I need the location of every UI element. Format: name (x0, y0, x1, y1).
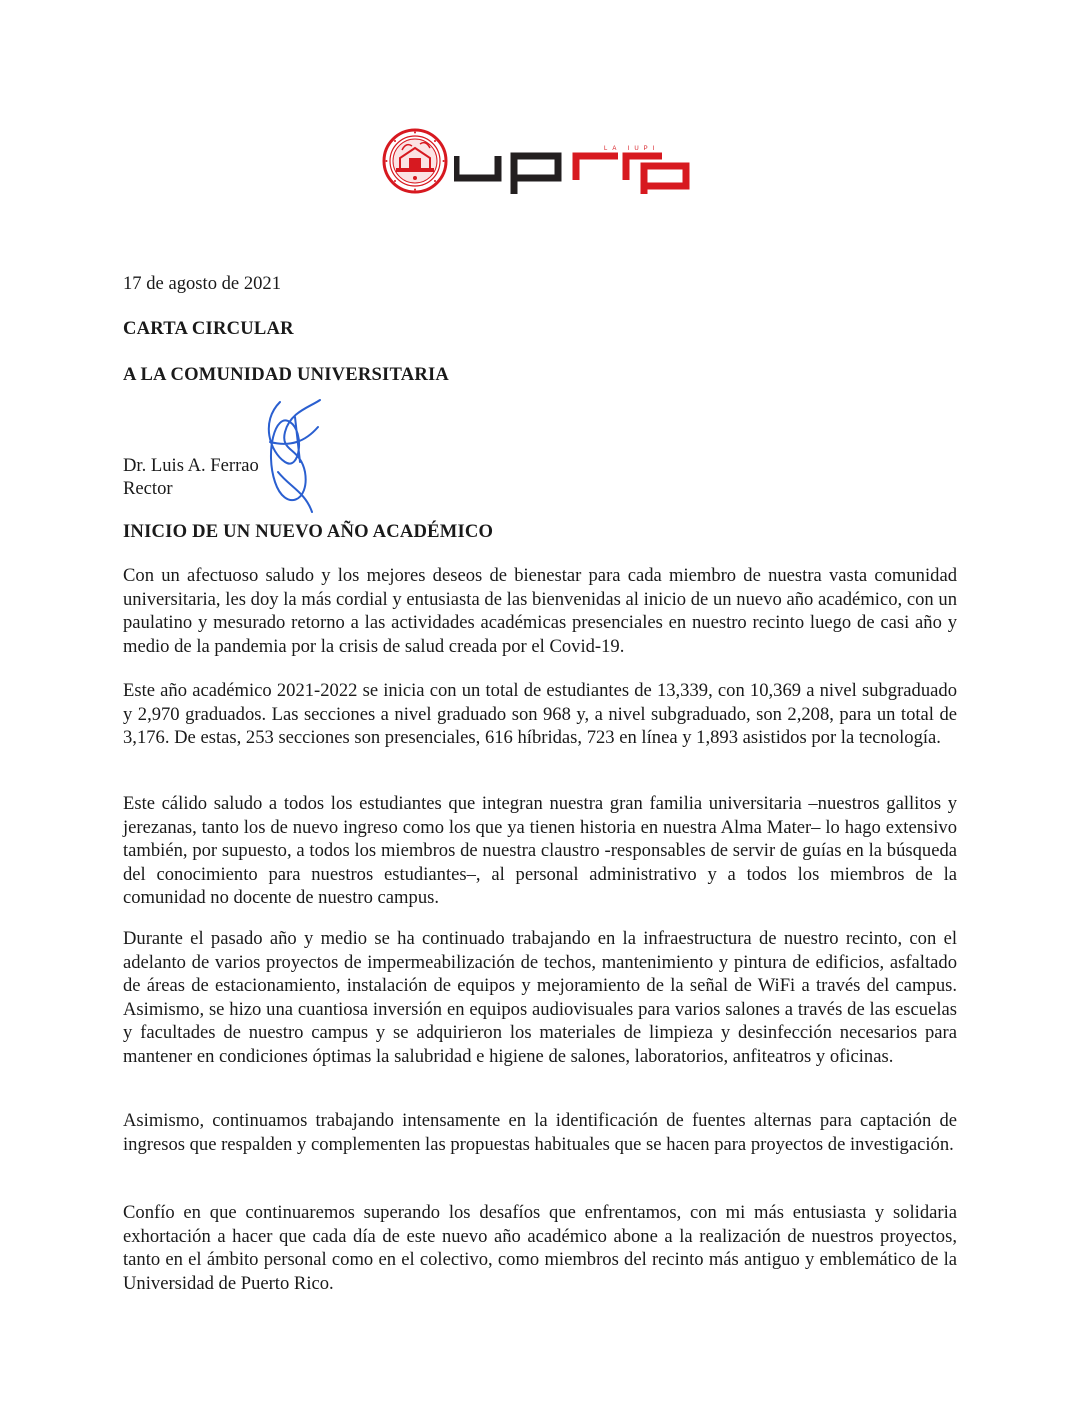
sender-name: Dr. Luis A. Ferrao (123, 455, 259, 476)
body-paragraph: Asimismo, continuamos trabajando intensamente en la identificación de fuentes alternas para captación de ingresos que respalden y complementen las propuestas habituales que se hacen para proyectos de investigación. (123, 1110, 957, 1155)
uprrp-logo (454, 144, 690, 196)
letterhead (382, 128, 702, 198)
letter-type: CARTA CIRCULAR (123, 318, 294, 339)
body-paragraph: Con un afectuoso saludo y los mejores deseos de bienestar para cada miembro de nuestra vasta comunidad universitaria, les doy la más cordial y entusiasta de las bienvenidas al inicio de un nuevo año académico, con un paulatino y mesurado retorno a las actividades académicas presenciales en nuestro recinto luego de casi año y medio de la pandemia por la crisis de salud creada por el Covid-19. (123, 565, 957, 657)
body-paragraph: Durante el pasado año y medio se ha continuado trabajando en la infraestructura de nuestro recinto, con el adelanto de varios proyectos de impermeabilización de techos, mantenimiento y pintura de edificios, asfaltado de áreas de estacionamiento, instalación de equipos y mejoramiento de la señal de WiFi a través del campus. Asimismo, se hizo una cuantiosa inversión en equipos audiovisuales para varios salones a través de las escuelas y facultades de nuestro campus y se adquirieron los materiales de limpieza y desinfección necesarios para mantener en condiciones óptimas la salubridad e higiene de salones, laboratorios, anfiteatros y oficinas. (123, 928, 957, 1067)
svg-text:LA IUPI: LA IUPI (604, 146, 660, 152)
body-paragraph: Este año académico 2021-2022 se inicia con un total de estudiantes de 13,339, con 10,369 a nivel subgraduado y 2,970 graduados. Las secciones a nivel graduado son 968 y, a nivel subgraduado, son 2,208, para un total de 3,176. De estas, 253 secciones son presenciales, 616 híbridas, 723 en línea y 1,893 asistidos por la tecnología. (123, 680, 957, 749)
letter-audience: A LA COMUNIDAD UNIVERSITARIA (123, 364, 450, 385)
university-seal-icon (382, 128, 448, 194)
handwritten-signature (250, 392, 330, 522)
body-paragraph: Este cálido saludo a todos los estudiantes que integran nuestra gran familia universitaria –nuestros gallitos y jerezanas, tanto los de nuevo ingreso como los que ya tienen historia en nuestra Alma Mater– lo hago extensivo también, por supuesto, a todos los miembros de nuestra claustro -responsables de servir de guías en la búsqueda del conocimiento para nuestros estudiantes–, al personal administrativo y a todos los miembros de la comunidad no docente de nuestro campus. (123, 793, 957, 909)
letter-subject: INICIO DE UN NUEVO AÑO ACADÉMICO (123, 521, 494, 542)
body-paragraph: Confío en que continuaremos superando los desafíos que enfrentamos, con mi más entusiasta y solidaria exhortación a hacer que cada día de este nuevo año académico abone a la realización de nuestros proyectos, tanto en el ámbito personal como en el colectivo, como miembros del recinto más antiguo y emblemático de la Universidad de Puerto Rico. (123, 1202, 957, 1294)
letter-date: 17 de agosto de 2021 (123, 273, 282, 294)
sender-role: Rector (123, 478, 173, 499)
